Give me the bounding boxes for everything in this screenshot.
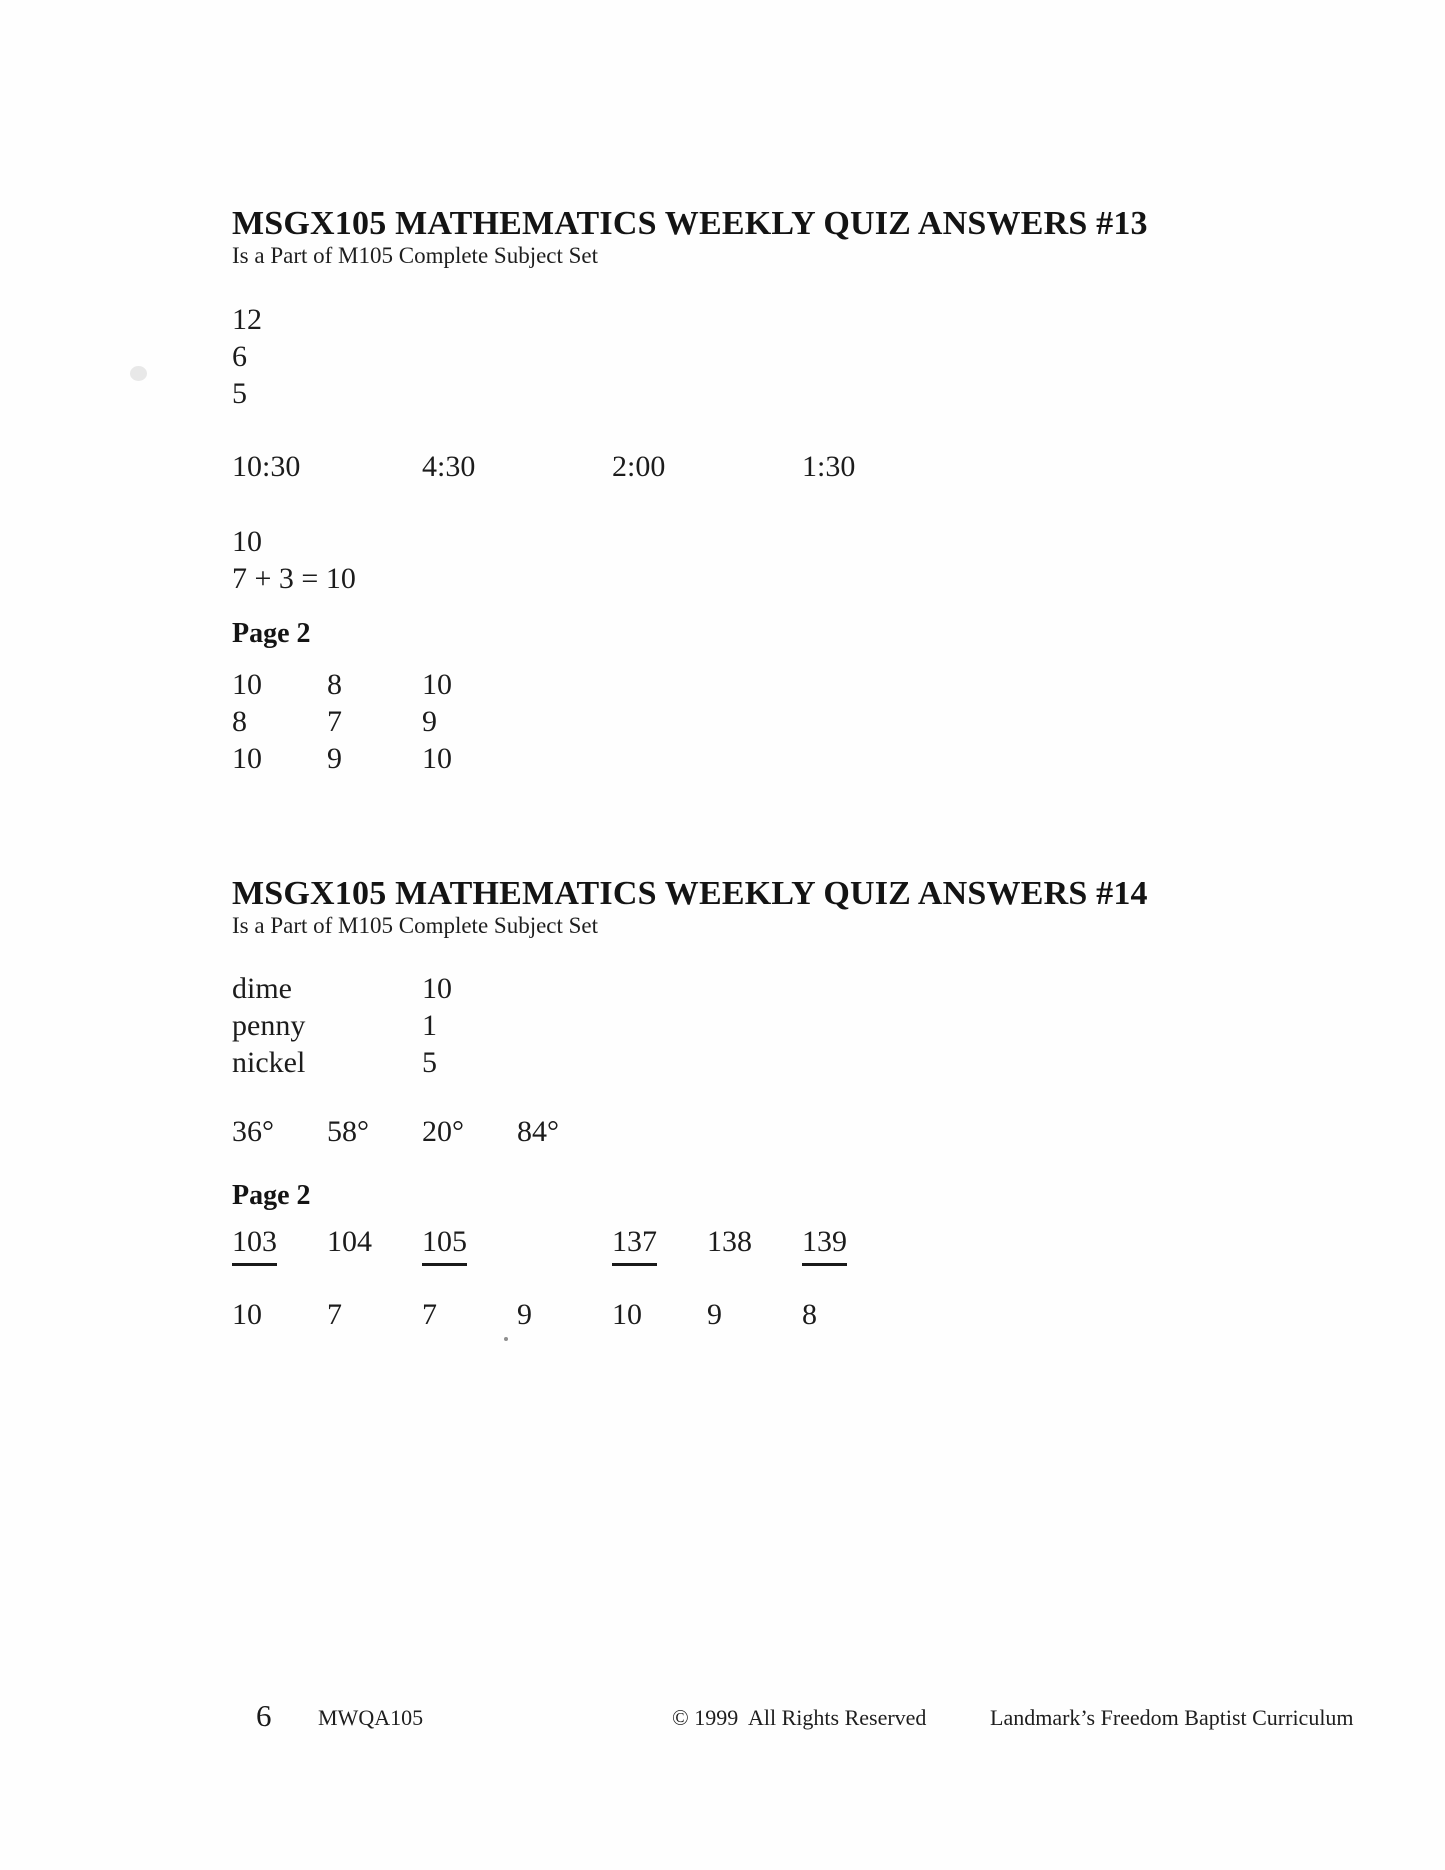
quiz-14-page2-heading: Page 2 — [232, 1180, 311, 1211]
sequence-number: 138 — [707, 1225, 752, 1258]
time-value: 2:00 — [612, 450, 666, 483]
grid-cell: 10 — [232, 668, 262, 701]
equation-value: 7 + 3 = 10 — [232, 562, 356, 595]
grid-cell: 10 — [422, 668, 452, 701]
times-row — [232, 450, 1382, 492]
time-value: 4:30 — [422, 450, 476, 483]
coin-value: 1 — [422, 1009, 437, 1042]
quiz-14-subtitle: Is a Part of M105 Complete Subject Set — [232, 913, 599, 938]
coin-label: penny — [232, 1009, 306, 1042]
publisher-name: Landmark’s Freedom Baptist Curriculum — [990, 1705, 1354, 1730]
degree-value: 84° — [517, 1115, 559, 1148]
coin-label: dime — [232, 972, 292, 1005]
grid-cell: 7 — [327, 705, 342, 738]
quiz-13-subtitle: Is a Part of M105 Complete Subject Set — [232, 243, 599, 268]
sequence-number: 105 — [422, 1225, 467, 1266]
coin-row — [232, 1009, 1382, 1051]
degrees-row — [232, 1115, 1382, 1157]
number-sequence-row — [232, 1225, 1382, 1267]
sequence-number: 103 — [232, 1225, 277, 1266]
answer-grid-row — [232, 742, 1382, 784]
grid-cell: 8 — [327, 668, 342, 701]
page-number: 6 — [256, 1698, 272, 1733]
score-value: 8 — [802, 1298, 817, 1331]
scan-artifact — [504, 1337, 508, 1341]
score-value: 7 — [327, 1298, 342, 1331]
coin-value: 10 — [422, 972, 452, 1005]
answer-row — [232, 340, 1382, 382]
time-value: 1:30 — [802, 450, 856, 483]
sequence-number: 137 — [612, 1225, 657, 1266]
time-value: 10:30 — [232, 450, 301, 483]
answer-value: 6 — [232, 340, 247, 373]
degree-value: 36° — [232, 1115, 274, 1148]
grid-cell: 9 — [327, 742, 342, 775]
answer-row — [232, 303, 1382, 345]
degree-value: 58° — [327, 1115, 369, 1148]
grid-cell: 10 — [232, 742, 262, 775]
score-row — [232, 1298, 1382, 1340]
score-value: 9 — [517, 1298, 532, 1331]
coin-label: nickel — [232, 1046, 306, 1079]
grid-cell: 8 — [232, 705, 247, 738]
score-value: 9 — [707, 1298, 722, 1331]
answer-value: 10 — [232, 525, 262, 558]
degree-value: 20° — [422, 1115, 464, 1148]
answer-row — [232, 525, 1382, 567]
coin-value: 5 — [422, 1046, 437, 1079]
quiz-14-title: MSGX105 MATHEMATICS WEEKLY QUIZ ANSWERS #14 — [232, 875, 1148, 912]
score-value: 10 — [232, 1298, 262, 1331]
grid-cell: 9 — [422, 705, 437, 738]
copyright-notice: © 1999 All Rights Reserved — [672, 1705, 927, 1730]
quiz-13-page2-heading: Page 2 — [232, 618, 311, 649]
score-value: 10 — [612, 1298, 642, 1331]
answer-value: 5 — [232, 377, 247, 410]
answer-grid-row — [232, 668, 1382, 710]
answer-grid-row — [232, 705, 1382, 747]
answer-row — [232, 377, 1382, 419]
scan-artifact — [130, 366, 147, 381]
coin-row — [232, 1046, 1382, 1088]
sequence-number: 139 — [802, 1225, 847, 1266]
score-value: 7 — [422, 1298, 437, 1331]
grid-cell: 10 — [422, 742, 452, 775]
coin-row — [232, 972, 1382, 1014]
sequence-number: 104 — [327, 1225, 372, 1258]
document-code: MWQA105 — [318, 1705, 424, 1730]
answer-value: 12 — [232, 303, 262, 336]
answer-row — [232, 562, 1382, 604]
quiz-13-title: MSGX105 MATHEMATICS WEEKLY QUIZ ANSWERS #13 — [232, 205, 1148, 242]
